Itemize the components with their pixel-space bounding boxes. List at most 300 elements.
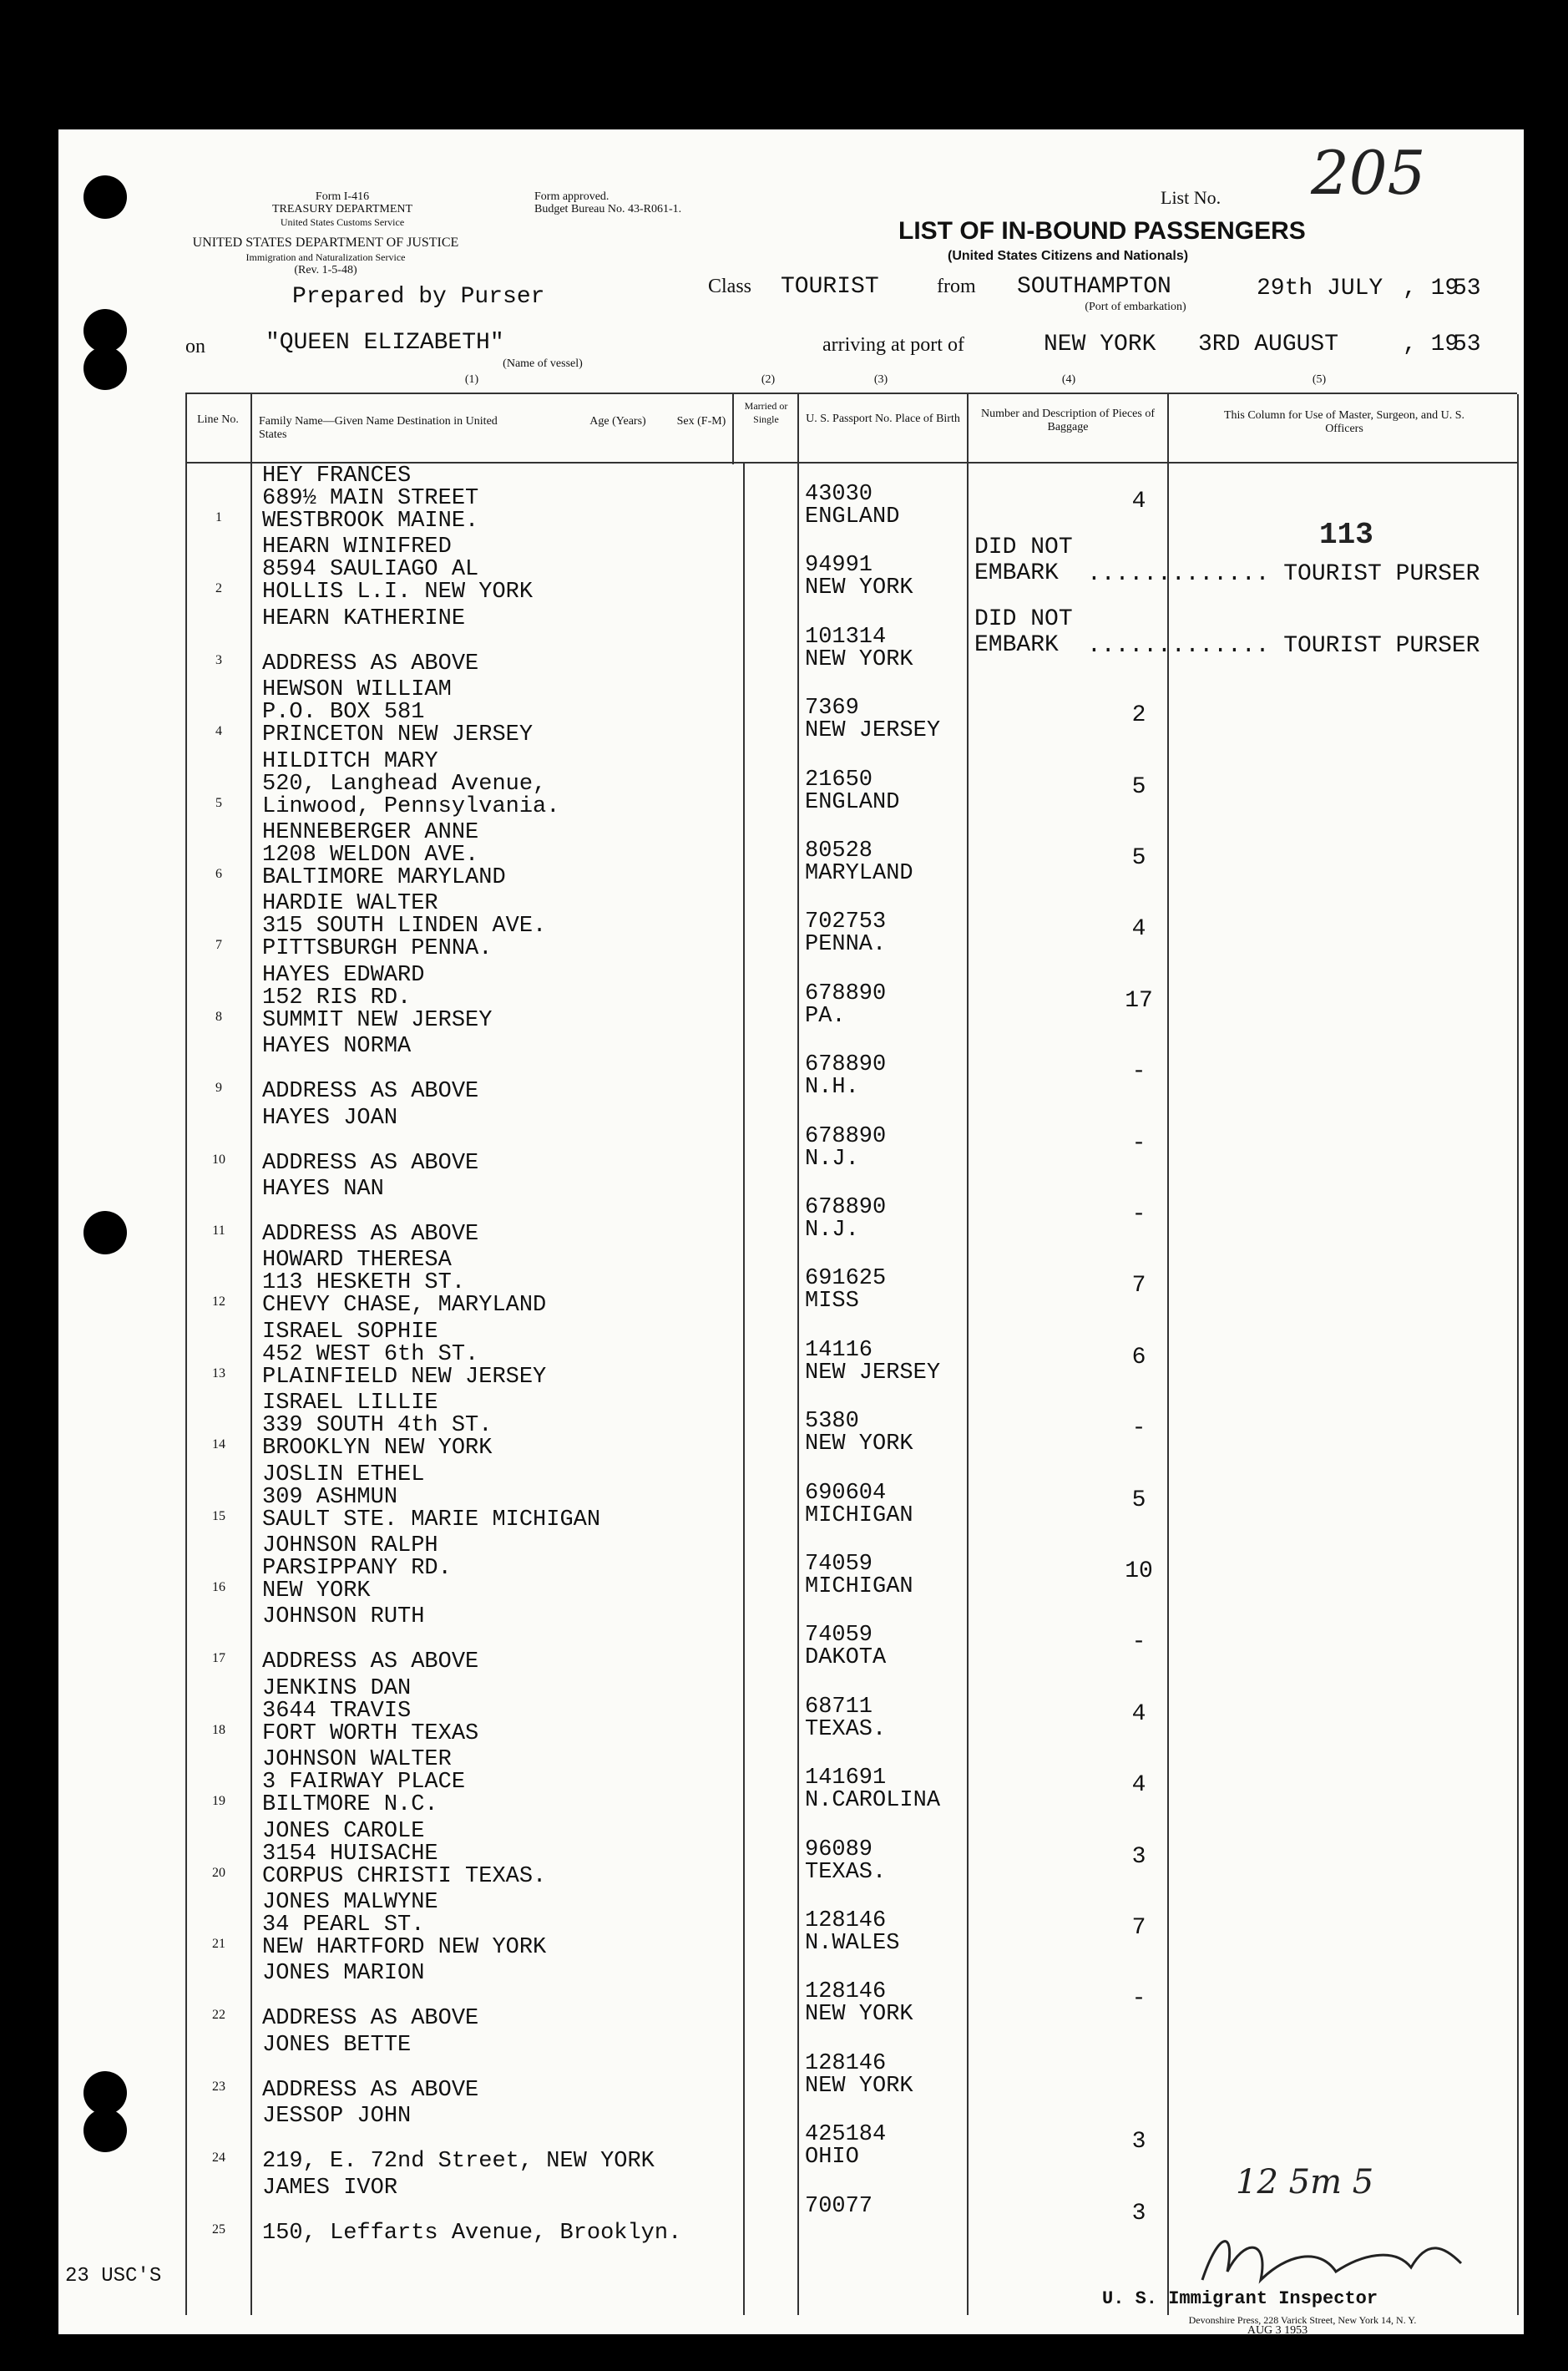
passport-birthplace [805,769,997,814]
table-row [185,1105,1517,1176]
baggage-count: DID NOT EMBARK [974,534,1073,587]
passenger-name-address [262,1749,897,1816]
passport-number: 678890 [805,980,887,1006]
passport-number: 70077 [805,2193,873,2219]
passport-number: 80528 [805,838,873,864]
place-of-birth: N.H. [805,1075,859,1101]
baggage-count: 7 [1131,1273,1146,1299]
passenger-address-line: Linwood, Pennsylvania. [262,793,560,819]
passenger-address-line: BILTMORE N.C. [262,1792,438,1818]
place-of-birth: MICHIGAN [805,1574,913,1599]
passenger-address-line: 150, Leffarts Avenue, Brooklyn. [262,2220,682,2246]
passenger-address-line [262,1201,897,1223]
line-number: 1 [215,510,222,524]
place-of-birth: TEXAS. [805,1859,887,1885]
place-of-birth: NEW YORK [805,2073,913,2099]
passport-number: 678890 [805,1123,887,1149]
prepared-by: Prepared by Purser [292,284,545,310]
table-row [185,605,1517,676]
passport-birthplace [805,1553,997,1598]
place-of-birth: NEW JERSEY [805,718,941,744]
passenger-address-line: 3644 TRAVIS [262,1698,412,1724]
passport-birthplace [805,1411,997,1456]
passport-birthplace [805,1624,997,1669]
passport-number: 101314 [805,624,887,650]
baggage-count: - [1131,1629,1146,1656]
baggage-count: - [1131,1130,1146,1157]
justice-dept: UNITED STATES DEPARTMENT OF JUSTICE [192,236,459,250]
passenger-address-line: 219, E. 72nd Street, NEW YORK [262,2149,655,2175]
passport-birthplace [805,1482,997,1527]
passport-birthplace [805,1054,997,1099]
place-of-birth: OHIO [805,2145,859,2171]
passenger-address-line: BROOKLYN NEW YORK [262,1436,493,1462]
baggage-count: 5 [1131,845,1146,871]
passport-number: 691625 [805,1266,887,1292]
baggage-count: 2 [1131,702,1146,729]
line-number: 13 [212,1365,225,1381]
passport-number: 14116 [805,1337,873,1363]
handwritten-note: 12 5m 5 [1236,2163,1374,2201]
line-number: 17 [212,1651,225,1666]
arriving-label: arriving at port of [822,334,964,356]
passenger-name: ISRAEL LILLIE [262,1391,438,1416]
passenger-address-line [262,2200,897,2222]
punch-hole-4 [83,1211,127,1254]
passenger-name-address [262,1249,897,1317]
arrival-year-prefix: , 19 [1403,332,1459,357]
passport-birthplace [805,484,997,529]
arrival-year: 53 [1453,332,1481,357]
passenger-name: JENKINS DAN [262,1675,412,1701]
place-of-birth: N.J. [805,1146,859,1172]
passenger-address-line [262,631,897,653]
passenger-name: HARDIE WALTER [262,891,438,917]
passport-birthplace [805,555,997,600]
inspector-label: U. S. Immigrant Inspector [1102,2288,1378,2309]
col-divider-age-sex [732,394,734,464]
line-number: 12 [212,1294,225,1310]
passenger-name: JONES MALWYNE [262,1890,438,1915]
passenger-name-address [262,2105,897,2173]
passenger-name-address [262,1107,897,1175]
passport-number: 678890 [805,1195,887,1220]
passenger-name-address [262,748,897,819]
passenger-address-line: P.O. BOX 581 [262,700,425,726]
baggage-count: DID NOT EMBARK [974,605,1073,658]
table-row [185,2032,1517,2103]
document-subtitle: (United States Citizens and Nationals) [948,249,1189,263]
passport-number: 94991 [805,553,873,579]
passenger-name: JOHNSON WALTER [262,1747,452,1773]
vessel-name: "QUEEN ELIZABETH" [266,330,504,356]
place-of-birth: MICHIGAN [805,1502,913,1528]
embark-date: 29th JULY [1257,276,1383,301]
table-row [185,1391,1517,1462]
passenger-name: HAYES NORMA [262,1034,412,1060]
passenger-name-address [262,893,897,960]
colnum-2: (2) [761,373,776,386]
passport-number: 128146 [805,2050,887,2076]
line-number: 24 [212,2151,225,2166]
passenger-address-line: CHEVY CHASE, MARYLAND [262,1293,547,1319]
baggage-count: 4 [1131,489,1146,514]
passenger-address-line: 3154 HUISACHE [262,1841,438,1867]
passenger-name: JOHNSON RUTH [262,1604,425,1630]
line-number: 4 [215,724,222,739]
revision: (Rev. 1-5-48) [294,264,357,276]
baggage-count: 4 [1131,1772,1146,1799]
baggage-count: 5 [1131,773,1146,800]
passenger-name: JOHNSON RALPH [262,1533,438,1558]
passenger-address-line [262,1058,897,1081]
baggage-count: 3 [1131,2129,1146,2156]
passenger-name-address [262,536,897,604]
passport-number: 425184 [805,2122,887,2148]
arrival-port: NEW YORK [1044,332,1156,357]
baggage-count: - [1131,1202,1146,1228]
officer-note: ............. TOURIST PURSER [1087,561,1480,588]
line-number: 21 [212,1937,225,1951]
punch-hole-6 [83,2109,127,2152]
passenger-name-address [262,2034,897,2102]
passenger-name-address [262,1818,897,1889]
line-number: 16 [212,1580,225,1594]
passenger-name-address [262,605,897,676]
place-of-birth: NEW YORK [805,646,913,672]
table-row [185,1319,1517,1390]
passenger-address-line [262,1629,897,1651]
row1-count: 113 [1319,518,1373,552]
passport-birthplace [805,1910,997,1955]
baggage-count: 7 [1131,1915,1146,1941]
place-of-birth: ENGLAND [805,789,900,815]
passport-number: 74059 [805,1623,873,1649]
col-header-officers: This Column for Use of Master, Surgeon, and U. S. Officers [1223,409,1465,435]
place-of-birth: TEXAS. [805,1716,887,1742]
passport-number: 5380 [805,1409,859,1435]
passport-birthplace [805,911,997,956]
passenger-address-line: WESTBROOK MAINE. [262,509,479,534]
passenger-name-address [262,1675,897,1746]
table-right-border [1517,394,1519,2315]
class-label: Class [708,276,752,297]
passenger-address-line: ADDRESS AS ABOVE [262,651,479,676]
baggage-count: 4 [1131,916,1146,943]
passenger-address-line: ADDRESS AS ABOVE [262,2006,479,2032]
passport-number: 74059 [805,1552,873,1577]
passenger-name: HAYES EDWARD [262,962,425,988]
passenger-name-address [262,2177,897,2245]
line-number: 15 [212,1508,225,1523]
passenger-name: JESSOP JOHN [262,2104,412,2130]
embark-year-prefix: , 19 [1403,276,1459,301]
line-number: 5 [215,795,222,810]
margin-count: 23 USC'S [65,2265,162,2287]
passport-number: 68711 [805,1694,873,1720]
passenger-name-address [262,1036,897,1103]
passenger-name: JAMES IVOR [262,2175,398,2201]
passenger-address-line: ADDRESS AS ABOVE [262,1150,479,1176]
place-of-birth: NEW YORK [805,575,913,601]
baggage-count: - [1131,1986,1146,2013]
table-row [185,677,1517,748]
passport-birthplace [805,1696,997,1741]
printer-credit: Devonshire Press, 228 Varick Street, New York 14, N. Y. [1188,2314,1417,2326]
list-no-label: List No. [1161,187,1222,208]
table-row [185,464,1517,534]
col-header-sex: Sex (F-M) [676,415,726,428]
passenger-address-line: 452 WEST 6th ST. [262,1341,479,1367]
place-of-birth: PENNA. [805,932,887,958]
line-number: 10 [212,1152,225,1167]
table-row [185,962,1517,1033]
line-number: 22 [212,2008,225,2023]
passenger-address-line: 1208 WELDON AVE. [262,843,479,868]
passport-number: 690604 [805,1480,887,1506]
place-of-birth: MARYLAND [805,861,913,886]
passenger-address-line: 520, Langhead Avenue, [262,771,547,797]
passport-number: 128146 [805,1979,887,2005]
passport-number: 96089 [805,1837,873,1862]
passenger-name-address [262,1535,897,1603]
place-of-birth: DAKOTA [805,1645,887,1671]
table-row [185,1961,1517,2032]
port-embark-label: (Port of embarkation) [1085,301,1186,313]
table-row [185,534,1517,605]
line-number: 8 [215,1009,222,1024]
passenger-address-line: 34 PEARL ST. [262,1913,425,1938]
punch-hole-1 [83,175,127,219]
passenger-address-line: 339 SOUTH 4th ST. [262,1413,493,1439]
place-of-birth: NEW YORK [805,2002,913,2028]
passport-birthplace [805,1268,997,1313]
table-row [185,891,1517,962]
passport-number: 141691 [805,1766,887,1791]
passport-number: 678890 [805,1052,887,1078]
on-label: on [185,336,205,357]
passport-birthplace [805,2124,997,2169]
passenger-address-line: 113 HESKETH ST. [262,1270,466,1296]
passport-birthplace [805,1981,997,2026]
passenger-name-address [262,1963,897,2030]
passport-birthplace [805,840,997,885]
passport-birthplace [805,1767,997,1812]
passport-birthplace [805,1197,997,1242]
passport-birthplace [805,1839,997,1884]
passenger-name-address [262,1178,897,1246]
passenger-address-line: ADDRESS AS ABOVE [262,1079,479,1105]
passport-birthplace [805,697,997,742]
place-of-birth: PA. [805,1003,846,1029]
passenger-address-line [262,1985,897,2008]
baggage-count: 3 [1131,1843,1146,1870]
passenger-address-line [262,1130,897,1153]
passenger-address-line: NEW HARTFORD NEW YORK [262,1935,547,1960]
vessel-label: (Name of vessel) [503,357,583,370]
passenger-name-address [262,1321,897,1389]
passenger-address-line: SAULT STE. MARIE MICHIGAN [262,1507,601,1533]
col-header-name: Family Name—Given Name Destination in United States [259,415,498,441]
passenger-address-line: ADDRESS AS ABOVE [262,1649,479,1675]
line-number: 14 [212,1437,225,1452]
form-approved: Form approved. [534,190,609,203]
passenger-address-line: 152 RIS RD. [262,985,412,1011]
officer-note: ............. TOURIST PURSER [1087,632,1480,659]
place-of-birth: NEW JERSEY [805,1360,941,1386]
place-of-birth: MISS [805,1289,859,1315]
passenger-name: HEARN KATHERINE [262,605,466,631]
place-of-birth: N.WALES [805,1931,900,1956]
table-row [185,2104,1517,2175]
passenger-name-address [262,1892,897,1959]
passenger-address-line [262,2057,897,2080]
passenger-address-line: SUMMIT NEW JERSEY [262,1007,493,1033]
class-value: TOURIST [781,274,879,300]
col-divider-sex-married [797,394,799,464]
passenger-address-line: 689½ MAIN STREET [262,486,479,511]
passenger-name-address [262,1392,897,1460]
passenger-name: JOSLIN ETHEL [262,1462,425,1487]
passenger-address-line: 8594 SAULIAGO AL [262,557,479,583]
passport-birthplace [805,1123,997,1172]
passport-birthplace [805,1337,997,1386]
passenger-name: HENNEBERGER ANNE [262,820,479,845]
table-row [185,820,1517,890]
colnum-3: (3) [873,373,888,386]
passenger-name: JONES BETTE [262,2032,412,2058]
baggage-count: 4 [1131,1700,1146,1727]
passenger-name: JONES CAROLE [262,1818,425,1844]
date-stamp: AUG 3 1953 [1247,2324,1308,2337]
col-header-line-no: Line No. [197,413,239,426]
passport-number: 702753 [805,909,887,935]
budget-bureau: Budget Bureau No. 43-R061-1. [534,203,682,215]
table-row [185,1034,1517,1105]
table-top-border [185,393,1517,394]
passenger-address-line: PITTSBURGH PENNA. [262,936,493,962]
baggage-count: 17 [1125,987,1153,1014]
table-row [185,1533,1517,1603]
line-number: 25 [212,2222,225,2237]
passenger-name: ISRAEL SOPHIE [262,1319,438,1345]
treasury-dept: TREASURY DEPARTMENT [271,203,413,215]
passenger-address-line [262,2128,897,2151]
table-row [185,748,1517,819]
from-label: from [937,276,976,297]
passenger-address-line: PRINCETON NEW JERSEY [262,722,534,748]
table-row [185,1890,1517,1960]
baggage-count: - [1131,1059,1146,1086]
passenger-name: HAYES JOAN [262,1105,398,1131]
place-of-birth [805,2218,997,2241]
line-number: 3 [215,652,222,667]
passport-number: 21650 [805,767,873,793]
passenger-address-line: PARSIPPANY RD. [262,1556,452,1581]
list-no-value: 205 [1311,138,1426,208]
line-number: 2 [215,581,222,596]
col-header-baggage: Number and Description of Pieces of Baggage [981,408,1155,433]
passport-birthplace [805,2050,997,2099]
col-header-married: Married or Single [744,400,788,425]
passenger-name-address [262,679,897,747]
passenger-address-line: BALTIMORE MARYLAND [262,865,506,890]
passenger-name-address [262,1606,897,1674]
inspector-signature [1194,2222,1469,2297]
passenger-name: HAYES NAN [262,1177,384,1202]
table-row [185,1604,1517,1675]
baggage-count: 6 [1131,1344,1146,1370]
passenger-address-line: ADDRESS AS ABOVE [262,1222,479,1247]
table-row [185,1177,1517,1247]
col-header-passport: U. S. Passport No. Place of Birth [806,413,960,425]
line-number: 20 [212,1865,225,1880]
document-title: LIST OF IN-BOUND PASSENGERS [898,217,1306,245]
passenger-name: HEY FRANCES [262,464,412,489]
passenger-name-address [262,822,897,889]
passenger-address-line: FORT WORTH TEXAS [262,1720,479,1746]
passenger-address-line: HOLLIS L.I. NEW YORK [262,580,534,605]
table-row [185,1248,1517,1319]
baggage-count: 10 [1125,1558,1153,1584]
colnum-5: (5) [1312,373,1327,386]
passport-number: 7369 [805,696,859,722]
customs-service: United States Customs Service [280,216,405,228]
line-number: 18 [212,1722,225,1737]
line-number: 7 [215,938,222,953]
passenger-name: HOWARD THERESA [262,1248,452,1274]
arrival-date: 3RD AUGUST [1198,332,1339,357]
place-of-birth: N.J. [805,1218,859,1243]
passenger-name-address [262,1464,897,1532]
place-of-birth: NEW YORK [805,1431,913,1457]
passport-number: 43030 [805,482,873,507]
passport-number: 128146 [805,1908,887,1933]
passenger-address-line: 315 SOUTH LINDEN AVE. [262,914,547,940]
baggage-count: 3 [1131,2200,1146,2227]
baggage-count: 5 [1131,1487,1146,1513]
passenger-address-line: CORPUS CHRISTI TEXAS. [262,1863,547,1889]
passenger-address-line: ADDRESS AS ABOVE [262,2077,479,2103]
line-number: 19 [212,1794,225,1809]
passenger-name: HILDITCH MARY [262,748,438,774]
passport-birthplace [805,2193,997,2241]
table-row [185,1747,1517,1818]
passenger-name: HEARN WINIFRED [262,534,452,560]
passenger-name: JONES MARION [262,1961,425,1987]
ins-service: Immigration and Naturalization Service [245,251,406,263]
passenger-address-line: 309 ASHMUN [262,1484,398,1510]
place-of-birth: ENGLAND [805,504,900,529]
colnum-1: (1) [464,373,479,386]
table-row [185,1462,1517,1533]
embark-year: 53 [1453,276,1481,301]
from-value: SOUTHAMPTON [1017,274,1171,300]
passport-birthplace [805,626,997,671]
table-row [185,1675,1517,1746]
line-number: 23 [212,2079,225,2094]
line-number: 11 [212,1223,225,1238]
passenger-name-address [262,962,897,1033]
passenger-name: HEWSON WILLIAM [262,677,452,703]
baggage-count: - [1131,1416,1146,1442]
colnum-4: (4) [1061,373,1076,386]
place-of-birth: N.CAROLINA [805,1788,941,1814]
passenger-address-line: 3 FAIRWAY PLACE [262,1770,466,1796]
line-number: 6 [215,867,222,881]
punch-hole-3 [83,347,127,390]
passport-birthplace [805,980,997,1029]
